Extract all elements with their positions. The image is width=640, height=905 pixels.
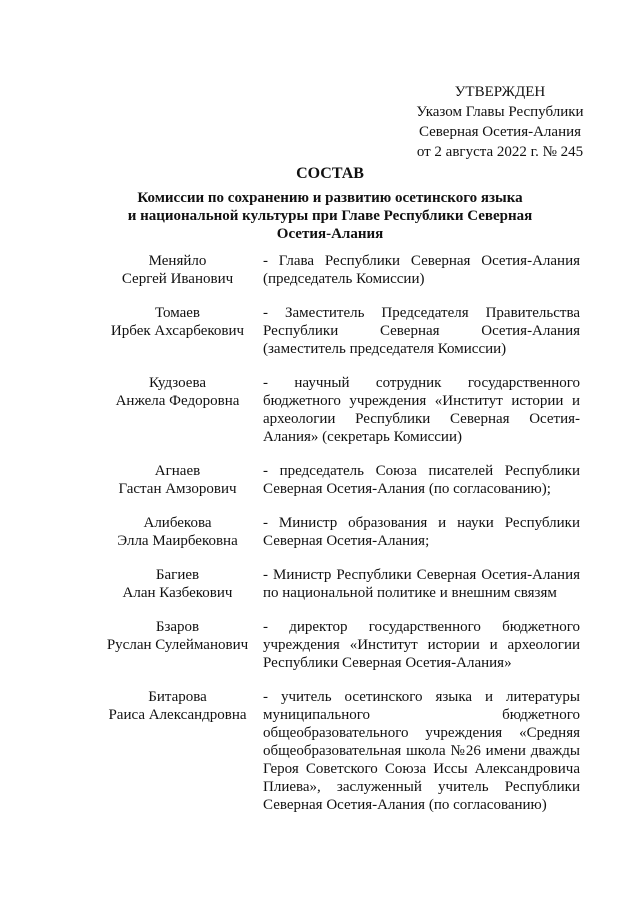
member-name bbox=[100, 374, 255, 446]
member-row bbox=[100, 618, 580, 672]
approval-date: от 2 августа 2022 г. № 245 bbox=[416, 144, 584, 160]
document-title bbox=[100, 165, 560, 243]
member-surname: Бзаров bbox=[155, 619, 200, 635]
member-surname: Битарова bbox=[148, 689, 207, 705]
approval-decree: Указом Главы Республики bbox=[416, 104, 584, 120]
member-given-names: Ирбек Ахсарбекович bbox=[110, 323, 245, 339]
member-role: - Глава Республики Северная Осетия-Алания (председатель Комиссии) bbox=[263, 253, 580, 287]
member-role: - Заместитель Председателя Правительства Республики Северная Осетия-Алания (заместитель председателя Комиссии) bbox=[263, 305, 580, 357]
member-given-names: Раиса Александровна bbox=[108, 707, 247, 723]
member-row bbox=[100, 462, 580, 498]
title-line: и национальной культуры при Главе Республики Северная bbox=[127, 208, 533, 224]
approval-republic: Северная Осетия-Алания bbox=[418, 124, 582, 140]
member-given-names: Алан Казбекович bbox=[122, 585, 233, 601]
member-given-names: Сергей Иванович bbox=[121, 271, 234, 287]
members-list bbox=[100, 252, 580, 830]
member-name bbox=[100, 462, 255, 498]
member-given-names: Анжела Федоровна bbox=[115, 393, 240, 409]
member-row bbox=[100, 374, 580, 446]
member-role: - учитель осетинского языка и литературы муниципального бюджетного общеобразовательного учреждения «Средняя общеобразовательная школа №26 имени дважды Героя Советского Союза Иссы Александровича Плиева», заслуженный учитель Республики Северная Осетия-Алания (по согласованию) bbox=[263, 689, 580, 813]
member-surname: Алибекова bbox=[143, 515, 212, 531]
member-given-names: Гастан Амзорович bbox=[118, 481, 237, 497]
title-heading: СОСТАВ bbox=[296, 165, 364, 182]
approval-block bbox=[400, 82, 600, 162]
member-surname: Меняйло bbox=[148, 253, 207, 269]
member-row bbox=[100, 566, 580, 602]
member-role: - Министр Республики Северная Осетия-Алания по национальной политике и внешним связям bbox=[263, 567, 580, 601]
member-name bbox=[100, 252, 255, 288]
member-surname: Томаев bbox=[154, 305, 201, 321]
member-given-names: Руслан Сулейманович bbox=[106, 637, 249, 653]
member-row bbox=[100, 688, 580, 814]
member-row bbox=[100, 304, 580, 358]
member-row bbox=[100, 514, 580, 550]
member-name bbox=[100, 566, 255, 602]
member-role: - директор государственного бюджетного учреждения «Институт истории и археологии Республики Северная Осетия-Алания» bbox=[263, 619, 580, 671]
member-name bbox=[100, 688, 255, 814]
member-surname: Багиев bbox=[155, 567, 200, 583]
approval-status: УТВЕРЖДЕН bbox=[454, 84, 546, 100]
member-row bbox=[100, 252, 580, 288]
member-surname: Кудзоева bbox=[149, 375, 206, 391]
title-line: Комиссии по сохранению и развитию осетинского языка bbox=[137, 190, 523, 206]
member-given-names: Элла Маирбековна bbox=[117, 533, 238, 549]
member-name bbox=[100, 514, 255, 550]
title-line: Осетия-Алания bbox=[276, 226, 384, 242]
member-role: - председатель Союза писателей Республики Северная Осетия-Алания (по согласованию); bbox=[263, 463, 580, 497]
member-role: - научный сотрудник государственного бюджетного учреждения «Институт истории и археологии Республики Северная Осетия-Алания» (секретарь Комиссии) bbox=[263, 375, 580, 445]
member-role: - Министр образования и науки Республики Северная Осетия-Алания; bbox=[263, 515, 580, 549]
member-name bbox=[100, 304, 255, 358]
member-name bbox=[100, 618, 255, 672]
member-surname: Агнаев bbox=[154, 463, 201, 479]
